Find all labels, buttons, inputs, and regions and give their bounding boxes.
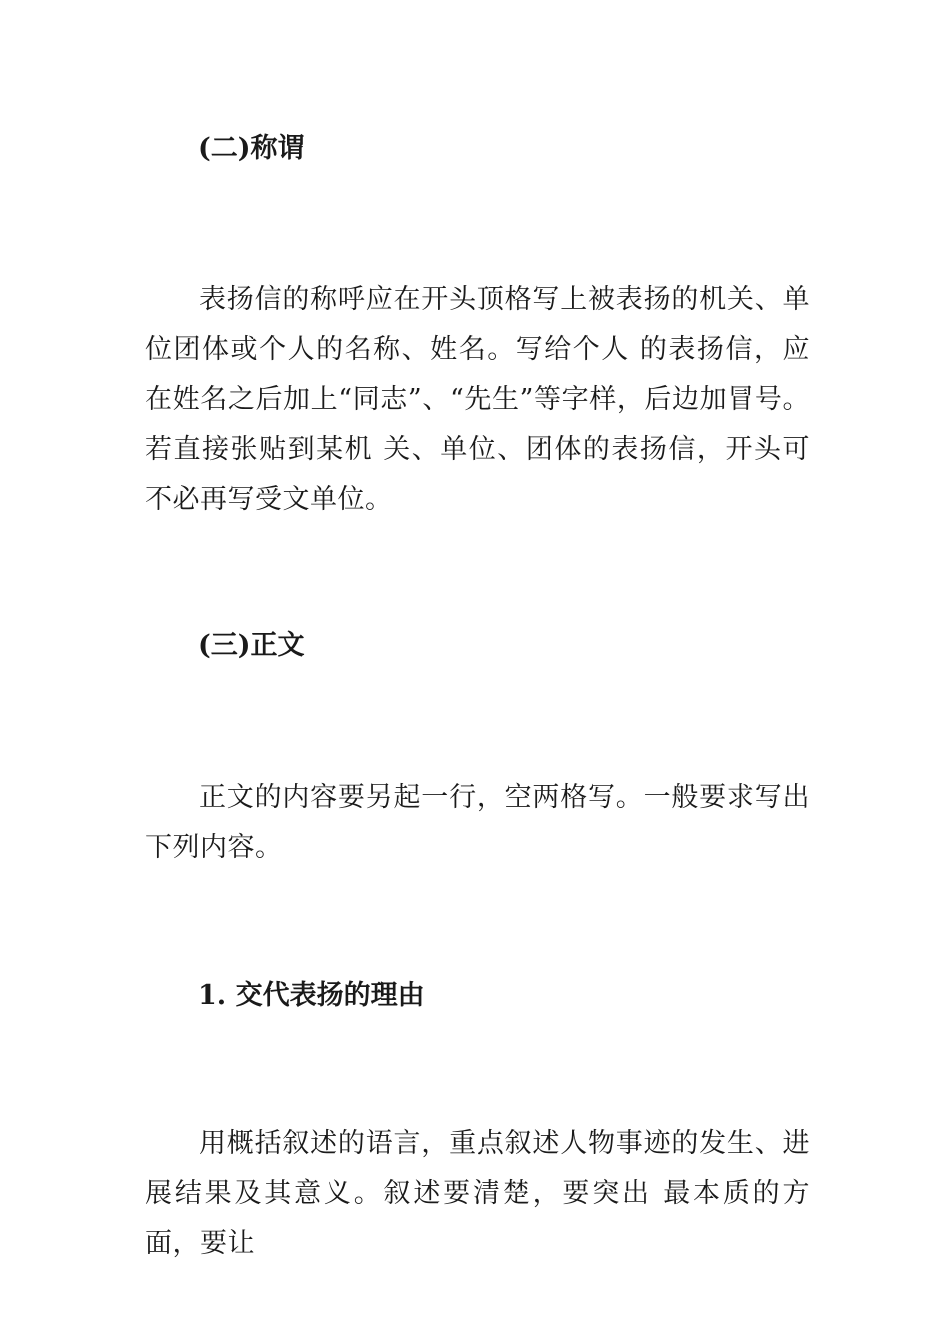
section-heading-salutation: (二)称谓 xyxy=(198,133,305,164)
section-heading-body: (三)正文 xyxy=(198,630,305,661)
paragraph-body: 正文的内容要另起一行，空两格写。一般要求写出下列内容。 xyxy=(145,782,810,863)
paragraph-reason: 用概括叙述的语言，重点叙述人物事迹的发生、进展结果及其意义。叙述要清楚，要突出 最本质的方面，要让 xyxy=(145,1128,810,1259)
section-heading-reason: 1. 交代表扬的理由 xyxy=(198,980,425,1011)
paragraph-salutation: 表扬信的称呼应在开头顶格写上被表扬的机关、单位团体或个人的名称、姓名。写给个人 的表扬信，应在姓名之后加上“同志”、“先生”等字样，后边加冒号。若直接张贴到某机 关、单位、团体的表扬信，开头可不必再写受文单位。 xyxy=(145,284,810,515)
